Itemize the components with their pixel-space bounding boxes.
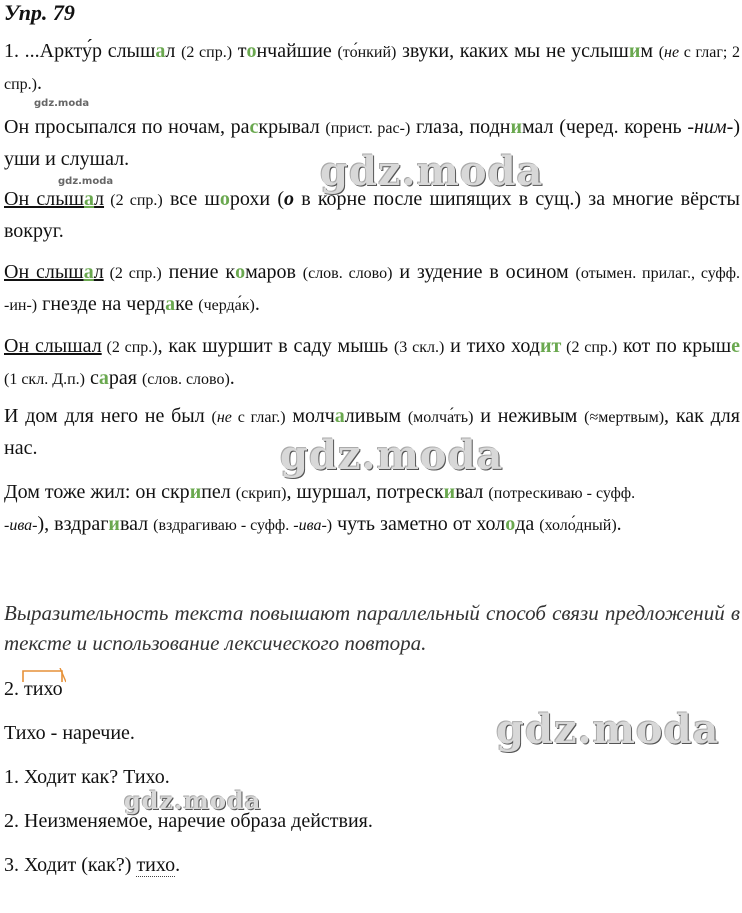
text-span: пел [201,481,236,503]
watermark-large-2: gdz.moda [280,432,504,479]
text-span: все ш [162,188,220,210]
text-span: тихо [24,678,63,700]
text-span: и [108,513,120,535]
watermark-small-1: gdz.moda [34,98,90,109]
watermark-large-3: gdz.moda [496,706,720,753]
paragraph-4 [4,257,740,321]
text-span: и [443,481,456,503]
text-span: о [235,261,246,283]
text-span: , как для нас. [4,405,740,459]
text-span: и зудение в осином [392,261,576,283]
text-span: а [165,293,176,315]
text-span: и [628,40,641,62]
text-span: пение к [161,261,236,283]
text-span: (отымен. прилаг., суфф. -ин-) [4,265,741,314]
text-span: молч [285,405,335,427]
text-span: рая [108,367,142,389]
text-span: И дом для него не был [4,405,212,427]
text-span: . [229,367,235,389]
text-span: (холо́дный) [539,517,617,534]
text-span: с глаг; 2 спр.) [4,44,741,93]
text-span: а [98,367,109,389]
text-span: Он слыш [4,261,84,283]
text-span: ) уши и слушал. [4,116,741,170]
summary-text: Выразительность текста повышают параллельный способ связи предложений в тексте и использование лексического повтора. [4,601,740,655]
text-span: (слов. слово) [141,371,230,388]
text-span: (вздрагиваю - суфф. [153,517,294,534]
text-span: мал (черед. корень - [521,116,694,138]
part2-line-2: 1. Ходит как? Тихо. [4,766,170,788]
text-span: не [664,44,680,61]
text-span: (то́нкий) [337,44,397,61]
text-span: (потрескиваю - суфф. [488,485,636,502]
text-span: 1. ...Аркту́р слыш [4,40,156,62]
text-span: с [249,116,259,138]
text-span: маров [245,261,303,283]
text-span: и [510,116,522,138]
text-span: 2. [4,678,24,700]
text-span: 3. Ходит (как?) [4,854,137,876]
text-span: (3 скл.) [393,339,445,356]
text-span: да [515,513,540,535]
text-span: рохи ( [229,188,284,210]
text-span: и тихо ход [444,335,540,357]
text-span: вал [119,513,154,535]
text-span: (прист. рас-) [325,120,411,137]
text-span: ( [658,44,665,61]
text-span: л [94,188,105,210]
text-span: . [37,72,42,94]
paragraph-3 [4,184,740,246]
paragraph-1 [4,36,740,100]
text-span: крывал [258,116,326,138]
text-span: а [334,405,345,427]
text-span: а [84,188,95,210]
part2-line-4 [4,850,740,880]
text-span: л [165,40,182,62]
text-span: ), вздраг [37,513,109,535]
text-span: (2 спр.) [561,339,618,356]
text-span: (2 спр.) [104,192,163,209]
text-span: ним- [693,116,734,138]
text-span: ке [175,293,199,315]
part2-line-1: Тихо - наречие. [4,722,135,744]
text-span: о [246,40,257,62]
text-span: о [219,188,230,210]
exercise-title: Упр. 79 [4,0,75,25]
part2-heading [4,674,740,704]
text-span: а [83,261,94,283]
text-span: о [505,513,516,535]
text-span: ) [326,517,333,534]
morph-word [24,674,63,704]
text-span: т [232,40,247,62]
text-span: -ива- [293,517,327,534]
ending-mark-icon [22,668,66,684]
text-span: звуки, каких мы не услыш [396,40,629,62]
text-span: . [616,513,622,535]
text-span: а [155,40,166,62]
text-span: Он слыш [4,188,85,210]
text-span: и [189,481,202,503]
text-span: с глаг.) [231,409,286,426]
text-span: . [175,854,181,876]
text-span: (слов. слово) [302,265,393,282]
text-span: не [216,409,232,426]
text-span: глаза, подн [410,116,511,138]
watermark-small-2: gdz.moda [58,176,114,187]
text-span: -ива- [4,517,38,534]
text-span: ( [211,409,217,426]
text-span: (скрип) [235,485,287,502]
text-span: нчайшие [256,40,338,62]
text-span: (≈мертвым) [584,409,665,426]
text-span: гнезде на черд [37,293,166,315]
text-span: ливым [344,405,408,427]
text-span: м [640,40,659,62]
text-span: в корне после шипящих в сущ.) за многие вёрсты вокруг. [4,188,740,242]
text-span: (2 спр.) [101,339,158,356]
part2-line-3: 2. Неизменяемое, наречие образа действия. [4,810,373,832]
text-span: е [731,335,741,357]
paragraph-5 [4,331,740,395]
text-span: вал [455,481,489,503]
text-span: (молча́ть) [407,409,474,426]
text-span: , шуршал, потреск [286,481,444,503]
text-span: (черда́к) [198,297,255,314]
text-span: (2 спр.) [181,44,233,61]
watermark-medium: gdz.moda [124,786,262,815]
text-span: с [85,367,99,389]
text-span: , как шуршит в саду мышь [157,335,394,357]
text-span: Дом тоже жил: он скр [4,481,190,503]
text-span: (1 скл. Д.п.) [4,371,85,388]
watermark-large-1: gdz.moda [320,148,544,195]
text-span: (2 спр.) [103,265,162,282]
text-span: кот по крыш [617,335,732,357]
text-span: тихо [136,854,176,876]
text-span: Он просыпался по ночам, ра [4,116,250,138]
paragraph-7 [4,477,740,541]
text-span: ит [539,335,562,357]
text-span: о [283,188,294,210]
text-span: Он слышал [4,335,102,357]
text-span: чуть заметно от хол [332,513,506,535]
text-span: и неживым [473,405,585,427]
text-span: л [93,261,104,283]
text-span: . [254,293,260,315]
